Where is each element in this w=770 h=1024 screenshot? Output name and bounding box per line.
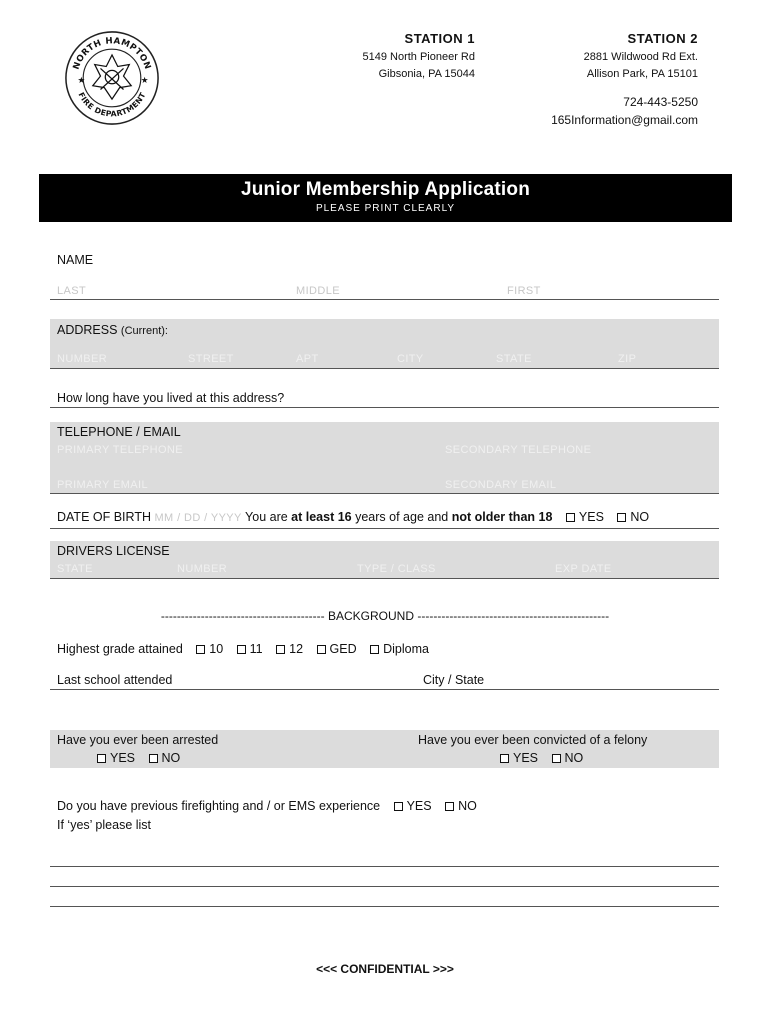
station-2-block <box>584 30 698 83</box>
address-label-note: (Current): <box>120 325 168 337</box>
license-class-field[interactable]: TYPE / CLASS <box>357 563 436 575</box>
dob-no-label: NO <box>630 510 650 524</box>
dob-yes-checkbox[interactable] <box>566 513 575 522</box>
grade-label: Highest grade attained <box>57 642 183 656</box>
school-label: Last school attended <box>57 673 173 687</box>
telephone-rule <box>50 493 719 494</box>
experience-row <box>57 799 477 813</box>
felony-no-label: NO <box>564 751 584 765</box>
dob-label: DATE OF BIRTH <box>57 510 151 524</box>
secondary-email-field[interactable]: SECONDARY EMAIL <box>445 479 557 491</box>
arrest-question: Have you ever been arrested <box>57 733 219 747</box>
experience-line-2[interactable] <box>50 886 719 887</box>
address-rule <box>50 368 719 369</box>
grade-ged-checkbox[interactable] <box>317 645 326 654</box>
dob-rule <box>50 528 719 529</box>
license-exp-field[interactable]: EXP DATE <box>555 563 612 575</box>
address-number-field[interactable]: NUMBER <box>57 353 108 365</box>
address-zip-field[interactable]: ZIP <box>618 353 637 365</box>
license-label: DRIVERS LICENSE <box>57 544 170 558</box>
telephone-label: TELEPHONE / EMAIL <box>57 425 181 439</box>
arrest-no-label: NO <box>161 751 181 765</box>
svg-text:FIRE DEPARTMENT: FIRE DEPARTMENT <box>76 90 148 119</box>
felony-question: Have you ever been convicted of a felony <box>418 733 648 747</box>
license-number-field[interactable]: NUMBER <box>177 563 228 575</box>
grade-diploma-label: Diploma <box>383 642 429 656</box>
dob-text-1: You are <box>245 510 292 524</box>
arrest-no-checkbox[interactable] <box>149 754 158 763</box>
secondary-telephone-field[interactable]: SECONDARY TELEPHONE <box>445 444 592 456</box>
school-rule[interactable] <box>50 689 719 690</box>
name-middle-field[interactable]: MIDDLE <box>296 285 340 297</box>
name-first-field[interactable]: FIRST <box>507 285 541 297</box>
contact-block <box>551 93 698 129</box>
experience-yes-label: YES <box>406 799 432 813</box>
name-last-field[interactable]: LAST <box>57 285 87 297</box>
grade-12-label: 12 <box>289 642 304 656</box>
title-banner <box>39 174 732 222</box>
felony-yes-checkbox[interactable] <box>500 754 509 763</box>
arrest-yes-label: YES <box>110 751 136 765</box>
experience-line-1[interactable] <box>50 866 719 867</box>
station-1-city: Gibsonia, PA 15044 <box>378 68 475 80</box>
experience-no-checkbox[interactable] <box>445 802 454 811</box>
grade-11-checkbox[interactable] <box>237 645 246 654</box>
duration-question: How long have you lived at this address? <box>57 391 285 405</box>
address-street-field[interactable]: STREET <box>188 353 234 365</box>
license-state-field[interactable]: STATE <box>57 563 93 575</box>
background-heading: ----------------------------------------- BACKGROUND ------------------------------------------------ <box>160 609 610 623</box>
felony-options <box>490 751 583 765</box>
school-city-label: City / State <box>423 673 485 687</box>
station-1-title: STATION 1 <box>404 31 475 46</box>
address-state-field[interactable]: STATE <box>496 353 532 365</box>
station-2-street: 2881 Wildwood Rd Ext. <box>583 51 698 63</box>
station-1-block <box>362 30 475 83</box>
experience-line-3[interactable] <box>50 906 719 907</box>
address-apt-field[interactable]: APT <box>296 353 319 365</box>
duration-rule[interactable] <box>50 407 719 408</box>
grade-12-checkbox[interactable] <box>276 645 285 654</box>
dob-row <box>57 510 649 524</box>
station-2-city: Allison Park, PA 15101 <box>586 68 698 80</box>
grade-diploma-checkbox[interactable] <box>370 645 379 654</box>
dob-yes-label: YES <box>578 510 604 524</box>
grade-10-label: 10 <box>209 642 224 656</box>
station-2-title: STATION 2 <box>627 31 698 46</box>
dob-bold-1: at least 16 <box>291 510 352 524</box>
felony-yes-label: YES <box>513 751 539 765</box>
address-label-text: ADDRESS <box>57 323 118 337</box>
grade-row <box>57 642 429 656</box>
page-subtitle: PLEASE PRINT CLEARLY <box>315 203 456 214</box>
primary-email-field[interactable]: PRIMARY EMAIL <box>57 479 148 491</box>
svg-text:★: ★ <box>77 74 86 85</box>
felony-no-checkbox[interactable] <box>552 754 561 763</box>
contact-email: 165Information@gmail.com <box>551 113 698 127</box>
station-1-street: 5149 North Pioneer Rd <box>362 51 475 63</box>
dob-bold-2: not older than 18 <box>451 510 553 524</box>
primary-telephone-field[interactable]: PRIMARY TELEPHONE <box>57 444 184 456</box>
name-label: NAME <box>57 253 94 267</box>
experience-no-label: NO <box>458 799 477 813</box>
page-title: Junior Membership Application <box>240 179 531 200</box>
confidential-footer: <<< CONFIDENTIAL >>> <box>316 962 454 976</box>
svg-text:★: ★ <box>140 74 149 85</box>
fire-department-logo <box>64 30 160 126</box>
svg-text:NORTH HAMPTON: NORTH HAMPTON <box>71 36 153 72</box>
experience-list-prompt: If ‘yes’ please list <box>57 818 152 832</box>
license-rule <box>50 578 719 579</box>
experience-question: Do you have previous firefighting and / or EMS experience <box>57 799 381 813</box>
name-rule <box>50 299 719 300</box>
grade-ged-label: GED <box>329 642 357 656</box>
grade-11-label: 11 <box>249 642 263 656</box>
contact-phone: 724-443-5250 <box>623 95 698 109</box>
address-label <box>57 323 168 337</box>
arrest-options <box>85 751 180 765</box>
grade-10-checkbox[interactable] <box>196 645 205 654</box>
dob-no-checkbox[interactable] <box>617 513 626 522</box>
address-city-field[interactable]: CITY <box>397 353 424 365</box>
dob-text-2: years of age and <box>351 510 452 524</box>
dob-field[interactable]: MM / DD / YYYY <box>154 512 242 524</box>
arrest-yes-checkbox[interactable] <box>97 754 106 763</box>
experience-yes-checkbox[interactable] <box>394 802 403 811</box>
